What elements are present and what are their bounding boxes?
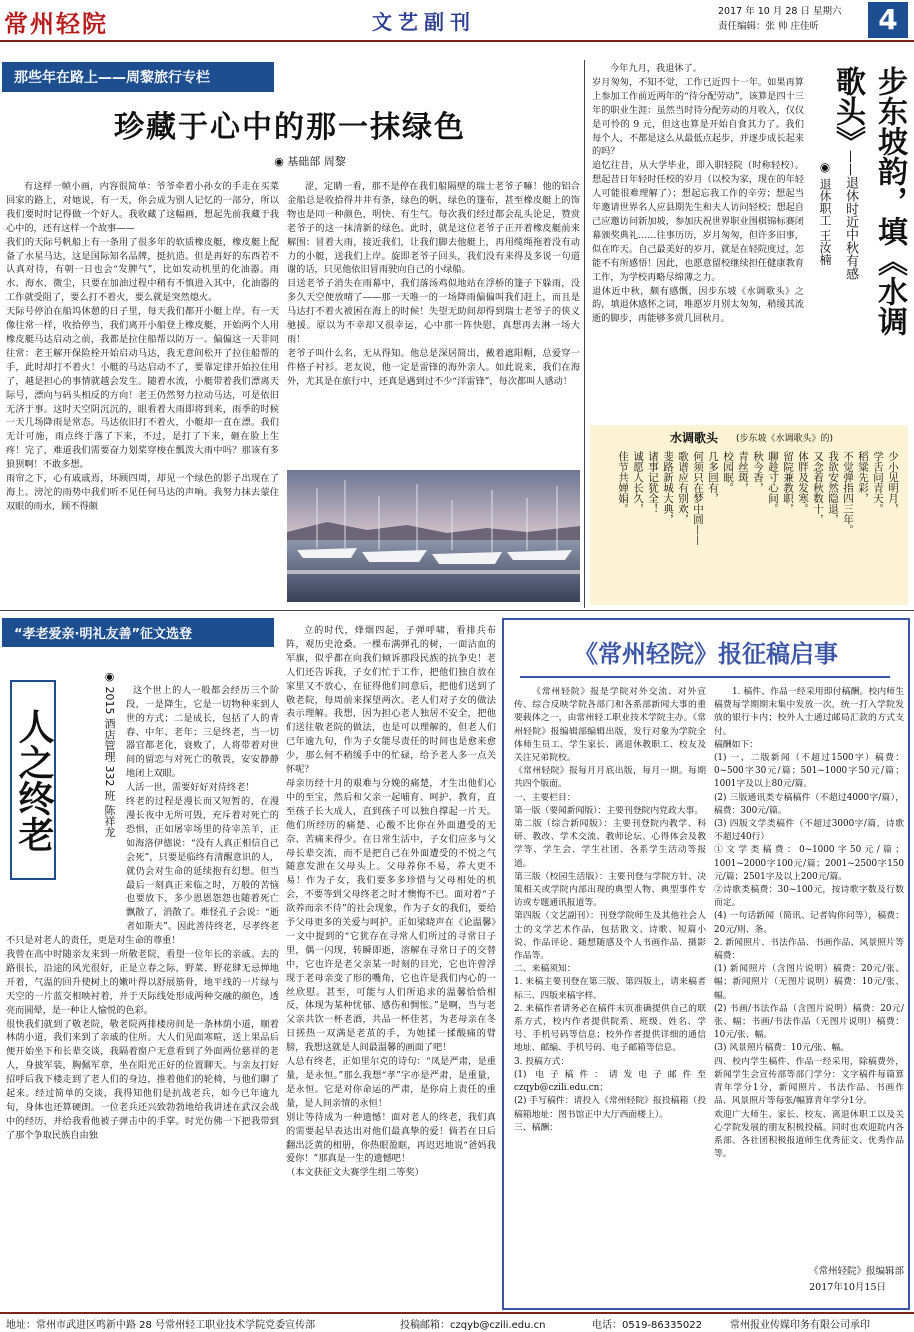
footer-phone: 电话：0519-86335022 — [592, 1320, 702, 1331]
poem-line: 体胖及发寒。 — [797, 451, 809, 514]
article-title: 珍藏于心中的那一抹绿色 — [114, 110, 466, 145]
editors: 责任编辑：张 帅 庄佳昕 — [718, 21, 820, 32]
poem-line: 稻粱先彩， — [857, 451, 869, 504]
prose-body: 今年九月，我退休了。 岁月匆匆，不知不觉，工作已近四十一年。如果再算上参加工作前近两年的“待分配劳动”，该算是四十三年的职业生涯：虽然当时待分配劳动的月收入，仅仅是可怜的 9 元，但这也算是开始自食其力了。我们每个人，不都是这么从最低点起步，并逐步成长起来的吗？ 追忆往昔，从大学毕业，即入职轻院（时称轻校）。想起昔日年轻时任校的岁月（以校为家，现在的年轻人可能很难理解了）；想起忘我工作的辛劳；想起当年邀请世界名人应县期先生和夫人访问轻校；想起自己应邀访问新加坡，参加庆祝世界职业围棋锦标赛闭幕颁奖典礼……往事历历，岁月匆匆，但许多旧事，似在昨天。自己最美好的岁月，就是在轻院度过，怎能不有所感悟！因此，也愿意留校继续担任健康教育工作，为学校再略尽绵薄之力。 退休近中秋，颇有感慨，因步东坡《水调歌头》之韵，填退休感怀之词，唯愿岁月别太匆匆，稍缓其流逝的脚步，再能够多赏几回秋月。 — [592, 63, 804, 325]
page-number: 4 — [868, 2, 908, 38]
issue-date: 2017 年 10 月 28 日 星期六 — [718, 6, 842, 17]
poem-line: 少小见明月， — [887, 451, 899, 514]
footer-printer: 常州报业传媒印务有限公司承印 — [730, 1320, 870, 1331]
poem-line: 几多回有， — [707, 451, 719, 504]
essay-title: 人之终老 — [10, 680, 56, 880]
column-label: “孝老爱亲·明礼友善”征文选登 — [2, 618, 274, 647]
section-title: 文艺副刊 — [372, 10, 476, 34]
masthead: 常州轻院 — [4, 9, 108, 38]
poem-lines — [617, 451, 900, 601]
notice-signature: 《常州轻院》报编辑部 — [808, 1266, 904, 1277]
poem-line: 校园眠。 — [722, 451, 734, 493]
article-body: 涩，定睛一看，那不是停在我们船隔壁的瑞士老爷子嘛！他的铝合金船总是收拾得井井有条，绿色的帆，绿色的篷布，甚至橡皮艇上的饰物也是同一种颜色，明快、有生气。每次我们经过都会乱头论足，赞赏老爷子的这一抹清新的绿色。此时，就是这位老爷子正开着橡皮艇前来解围：冒着大雨，接近我们，让我们脚去他艇上，再用缆绳拖着没有动力的小艇，送我们上岸。旋即老爷子回头，我们没有来得及多说一句道谢的话，只见他依旧冒雨驶向自己的小绿船。 目送老爷子消失在雨幕中，我们落汤鸡似地站在浮桥的篷子下躲雨，没多久天空便放晴了——那一天唯一的一场降雨偏偏叫我们赶上，而且是马达打不着火被困在海上的时候！失望无助间却得到瑞士老爷子的侠义驰援。原以为不幸却又很幸运，心中那一阵快慰，真想再去淋一场大雨！ 老爷子叫什么名，无从得知。他总是深居简出，戴着遮阳帽，总爱穿一件格子衬衫。老友说，他一定是雷锋的海外亲人。如此说来，我们在海外，尤其是在旅行中，还真是遇到过不少“洋雷锋”，每次都叫人感动！ — [287, 181, 580, 387]
notice-title: 《常州轻院》报征稿启事 — [574, 639, 838, 668]
notice-body: 《常州轻院》报是学院对外交流、对外宣传、综合反映学院各部门和各系部新闻大事的重要载体之一，由常州轻工职业技术学院主办。《常州轻院》报编辑部编辑出版，发行对象为学院全体师生员工、学生家长、离退休教职工、校友及关注兄弟院校。 《常州轻院》报每月月底出版，每月一期。每期共四个版面。 一、主要栏目： 第一版（要闻新闻版）：主要刊登院内党政大事。 第二版（综合新闻版）：主要刊登院内教学、科研、教改、学术交流、教师论坛、心得体会及教学等、学生会、学生社团、各系学生活动等报道。 第三版（校园生活版）：主要刊登与学院方针、决策相关或学院内部出现的典型人物、典型事件专访或专题通讯报道等。 第四版（文艺副刊）：刊登学院师生及其他社会人士的文学艺术作品，包括散文、诗歌、短篇小说、作品评论、随想随感及个人书画作品、摄影作品等。 二、来稿须知： 1. 来稿主要刊登在第三版、第四版上，请来稿者标三、四版来稿字样。 2. 来稿作者请务必在稿件末页准确提供自己的联系方式，校内作者提供院系、班级、姓名、学号、手机号码等信息；校外作者提供详细的通信地址、邮编、手机号码、电子邮箱等信息。 3. 投稿方式： (1) 电子稿件：请发电子邮件至czqyb@czili.edu.cn； (2) 手写稿件：请投入《常州轻院》报投稿箱（投稿箱地址：图书馆正中大厅西面楼上）。 三、稿酬： — [514, 687, 706, 1133]
essay-body: 立的时代，烽烟四起，子弹呼啸，看排兵布阵，观历史沧桑。一棵布满弹孔的树，一面沾血的军旗，似乎都在向我们倾诉那段民族的抗争史！老人们还告诉我，子女们忙于工作，把他们独自放在家里又不放心，在征得他们同意后，把他们送到了敬老院，每周前来探望两次。老人们对子女的做法表示理解。我想，因为担心老人独居不安全，把他们送往敬老院的做法，也是可以理解的，但老人们已年逾九旬，作为子女能尽责任的时间也是愈来愈少，那么何不稍缓手中的忙碌，给予老人多一点关怀呢？ 母亲历经十月的艰难与分娩的痛楚，才生出他们心中的至宝，然后和父亲一起哺育、呵护、教育，直至孩子长大成人，直到孩子可以独自撑起一片天。他们所经历的痛楚、心酸不比你在外面遭受的无奈、苦痛来得少。在日常生活中，子女们应多与父母长辈交流，而不是把自己在外面遭受的不悦之气随意发泄在父母头上。父母养你不易，养大更不易！作为子女，我们要多多珍惜与父母相处的机会，不要等到父母终老之时才懊悔不已。面对着“子欲养而亲不待”的社会现象，作为子女的我们，要给予父母更多的关爱与呵护。正如梁晓声在《论温馨》一文中提到的“它犹存在寻常人们所过的寻常日子里，偶一闪现，转瞬即逝，溶解在寻常日子的交替中，它也许是老父亲某一时刻的目光，它也许曾浮现于老母亲变了形的嘴角，它也许是我们内心的一丝欣慰。甚至，可能与人们所追求的温馨恰恰相反，体现为某种忧郁、感伤和惆怅。”是啊，当与老父亲共饮一杯老酒，共品一杯佳茗，为老母亲在冬日搓热一双满是老茧的手，为她揉一揉酸痛的臂膀，我想这就是人间最温馨的画面了吧！ 人总有终老，正如里尔克的诗句：“凤是严肃，是重量，是永恒。”那么我想“孝”字亦是严肃，是重量，是永恒。它是对你命运的严肃，是你肩上责任的重量，是人间亲情的永恒！ 别让等待成为一种遗憾！面对老人的终老，我们真的需要起早表达出对他们最真挚的爱！倘若在日后翻出泛黄的相册，你热眼盈眶，再迟迟地说“爸妈我爱你！”那真是一生的遗憾吧！ （本文获征文大赛学生组二等奖） — [286, 625, 496, 1179]
essay-body — [6, 656, 279, 1308]
poem-line: 斐路新城大典， — [662, 451, 674, 525]
poem-line: 秋今香， — [752, 451, 764, 493]
poem-line: 佳节共婵娟。 — [617, 451, 629, 514]
poem-subtitle: (步东坡《水调歌头》的) — [736, 434, 834, 444]
notice-rule — [520, 676, 890, 678]
page-header — [0, 0, 914, 42]
poem-line: 歌谱应有别欢， — [677, 451, 689, 525]
poem-box — [590, 425, 908, 605]
poem-line: 诚愿人长久， — [632, 451, 644, 514]
poem-article-title: 步东坡韵，填《水调歌头》 — [830, 66, 907, 336]
poem-line: 学舌问青天。 — [872, 451, 884, 514]
poem-line: 不觉弹指四三年。 — [842, 451, 854, 535]
byline: ◉ 2015 酒店管理 332 班 陈祥龙 — [103, 670, 116, 838]
issue-info — [718, 4, 841, 34]
poem-line: 又念着秋数十， — [812, 451, 824, 525]
byline: ◉ 退休职工 王汝楠 — [818, 160, 832, 266]
footer-address: 地址：常州市武进区鸣新中路 28 号常州轻工职业技术学院党委宣传部 — [6, 1320, 316, 1331]
notice-date: 2017年10月15日 — [809, 1282, 886, 1293]
poem-line: 聊趁寸心间。 — [767, 451, 779, 514]
subtitle: ——退休时近中秋有感 — [843, 150, 858, 280]
poem-line: 青丝斑， — [737, 451, 749, 493]
notice-body: 1. 稿件、作品一经采用即付稿酬。校内师生稿费每学期期末集中发放一次，统一打入学院发放的银行卡内；校外人士通过邮局汇款的方式支付。 稿酬如下： (1) 一、二版新闻（不超过1500字）稿费：0~500字30元/篇；501~1000字50元/篇；1001字及以上80元/篇。 (2) 三版通讯类专稿稿件（不超过4000字/篇），稿费：300元/篇。 (3) 四版文学类稿件（不超过3000字/篇，诗歌不超过40行） ①文学类稿费：0~1000字50元/篇；1001~2000字100元/篇；2001~2500字150元/篇；2501字及以上200元/篇。 ②诗歌类稿费：30~100元，按诗歌字数及行数而定。 (4) 一句话新闻（简讯、记者钩你问等），稿费：20元/则、条。 2. 新闻照片、书法作品、书画作品、风景照片等稿费： (1) 新闻照片（含图片说明）稿费：20元/张、幅；新闻照片（无图片说明）稿费：10元/张、幅。 (2) 书画/书法作品（含图片说明）稿费：20元/张、幅；书画/书法作品（无图片说明）稿费：10元/张、幅。 (3) 风景照片稿费：10元/张、幅。 四、校内学生稿件、作品一经采用，除稿费外，新闻学生会宣传部等部门学分：文字稿件每篇算青年学分1分，新闻照片、书法作品、书画作品、风景照片等每张/幅算青年学分1分。 欢迎广大师生、家长、校友、离退休职工以及关心学院发展的朋友积极投稿。同时也欢迎院内各系部、各社团积极报道师生优秀征文、优秀作品等。 — [714, 687, 904, 1160]
poem-title: 水调歌头 — [670, 431, 719, 445]
footer-email: 投稿邮箱：czqyb@czili.edu.cn — [400, 1320, 546, 1331]
poem-line: 何须只在梦中圆—— — [692, 451, 704, 546]
essay-text: 这个世上的人一般都会经历三个阶段，一是降生，它是一切物种来到人世的方式；二是成长，包括了人的青春、中年、老年；三是终老，当一切器官都老化，衰败了，人将带着对世间的留恋与对死亡的敬畏，安安静静地闭上双眼。 人活一世，需要好好对待终老！ 终老的过程是漫长而又短暂的，在漫漫长夜中无所可毁，充斥着对死亡的恐惧，正如屠宰场里的待宰羔羊，正如海洛伊德说：“没有人真正相信自己会死”，只要是临终有清醒意识的人，就仍会对生命的延续抱有幻想。但当最后一刻真正来临之时，万般的苦恼也要放下，多少恩恩怨怨也随着死亡飘散了，消散了。难怪孔子会说：“逝者如斯夫”。因此善待终老，尽孝终老不只是对老人的责任，更是对生命的尊重！ 我曾在高中时随亲友来到一所敬老院，看望一位年长的亲戚。去的路很长，沿途的风光很好，正是立春之际，野菜、野花肆无忌惮地开着，气温的回升使树上的嫩叶得以舒展筋骨，地平线的一片绿与天空的一片蓝交相映衬着，并于天际线处形成两种交融的颜色，透亮而圆晕，是一种让人愉悦的色彩。 很快我们就到了敬老院，敬老院两排楼房间是一条林荫小道，顺着林荫小道，我们来到了亲戚的住所。大人们见面寒暄，送上果品后便开始坐下和长辈交谈，我隔着窗户无意看到了外面两位慈祥的老人，身披军装，胸佩军章，坐在阳光正好的位置聊天。与亲友打好招呼后我下楼走到了老人们的身边，推着他们的轮椅，与他们聊了起来。经过简单的交谈，我得知他们是抗战老兵，如今已年逾九旬，身体也还算硬朗。一位老兵还兴致勃勃地给我讲述在武汉会战中的经历，并给我看他被子弹击中的手掌。时光仿佛一下把我带到了那个争取民族自由独 — [6, 684, 279, 1141]
poem-line: 诸事记犹全！ — [647, 451, 659, 514]
poem-line: 我欲安然隐退， — [827, 451, 839, 525]
byline: ◉ 基础部 周黎 — [274, 155, 346, 168]
column-label: 那些年在路上——周黎旅行专栏 — [2, 62, 274, 92]
poem-line: 留院兼教职， — [782, 451, 794, 514]
notice-box — [502, 618, 910, 1310]
title-spacer — [6, 670, 126, 930]
marina-photo — [287, 470, 580, 602]
article-body: 有这样一帧小画，内容很简单：爷爷牵着小孙女的手走在买菜回家的路上，对她说，有一天，你会成为别人记忆的一部分，所以我们要时时记得做一个好人。我收藏了这幅画，想起先前我藏于我心中的，还有这样一个故事—— 我们的天际号帆船上有一条用了很多年的软质橡皮艇，橡皮艇上配备了水星马达，这是国际知名品牌，挺抗造。但是再好的东西若不认真对待，有朝一日也会“发脾气”，比如发动机里的化油器。雨水、海水、微尘，只要在加油过程中稍有不慎进入其中，化油器的工作就受阻了，要么打不着火，要么就是突然熄火。 天际号停泊在船坞休憩的日子里，每天我们都开小艇上岸。有一天像往常一样，收拾停当，我们离开小船登上橡皮艇，开始两个人用橡皮艇马达启动之前，我都是拉住船帮以防万一。偏偏这一天非同往常：老王解开保险栓开始启动马达，我无意间松开了拉住船帮的手，此时却打不着火！小艇的马达启动不了，要靠定律开始拉住用了，越是担心的事情就越会发生。随着水流，小艇带着我们漂离天际号，漂向与码头相反的方向！老王仍然努力拉动马达，可是依旧无济于事。这时天空阴沉沉的，眼看着大雨即将到来，雨季的时候一天几场降雨是常态。马达依旧打不着火，小艇却一直在漂。我们无计可施，雨点终于落了下来，不过，是打了下来，砸在脸上生疼！完了，难道我们需要奋力划桨穿梭在瓢泼大雨中吗？那该有多狼狈啊！不敢多想。 雨帘之下，心有戚戚焉，环顾四周，却见一个绿色的影子出现在了海上。滂沱的雨势中我们听不见任何马达的声响。我努力抹去蒙住双眼的雨水，顾不得颇 — [6, 181, 279, 512]
